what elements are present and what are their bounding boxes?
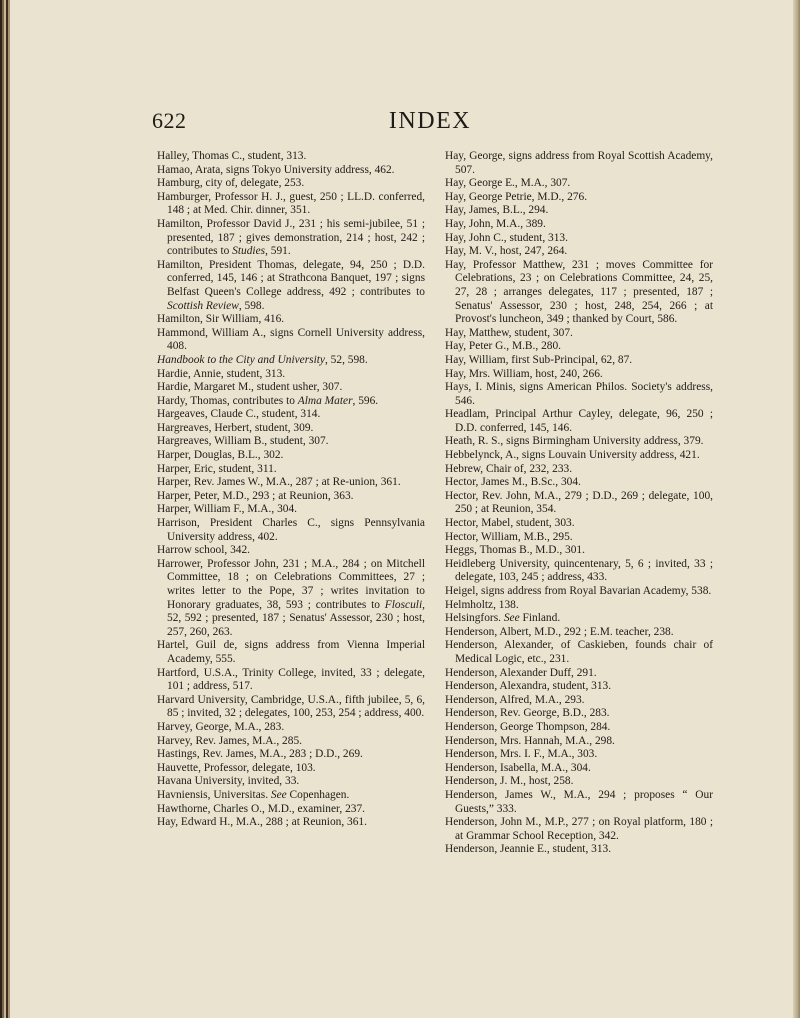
index-entry: Hargreaves, William B., student, 307. <box>157 435 329 448</box>
index-entry: Henderson, James W., M.A., 294 ; proposes “ Our Guests,” 333. <box>445 788 713 815</box>
index-entry: Handbook to the City and University, 52, 598. <box>157 353 368 366</box>
index-entry: Helsingfors. See Finland. <box>445 612 561 625</box>
page-header <box>152 108 708 134</box>
index-entry: Hay, John C., student, 313. <box>445 231 568 244</box>
index-entry: Harper, Peter, M.D., 293 ; at Reunion, 363. <box>157 489 354 502</box>
index-entry: Hartford, U.S.A., Trinity College, invited, 33 ; delegate, 101 ; address, 517. <box>157 666 425 693</box>
index-entry: Hay, Edward H., M.A., 288 ; at Reunion, 361. <box>157 816 367 829</box>
index-entry: Harvey, George, M.A., 283. <box>157 720 285 733</box>
index-entry: Henderson, John M., M.P., 277 ; on Royal platform, 180 ; at Grammar School Reception, 342. <box>445 816 713 842</box>
index-entry: Hastings, Rev. James, M.A., 283 ; D.D., 269. <box>157 748 363 761</box>
index-entry: Harper, William F., M.A., 304. <box>157 503 298 516</box>
index-entry: Henderson, Jeannie E., student, 313. <box>445 843 612 856</box>
index-entry: Henderson, Rev. George, B.D., 283. <box>445 707 610 720</box>
index-entry: Hawthorne, Charles O., M.D., examiner, 237. <box>157 802 366 815</box>
index-entry: Hay, M. V., host, 247, 264. <box>445 245 568 258</box>
index-entry: Henderson, Mrs. Hannah, M.A., 298. <box>445 734 615 747</box>
page-number: 622 <box>152 108 187 133</box>
index-entry: Hay, Peter G., M.B., 280. <box>445 340 562 353</box>
index-entry: Hamilton, President Thomas, delegate, 94, 250 ; D.D. conferred, 145, 146 ; at Strathcona Banquet, 197 ; signs Belfast Queen's College address, 492 ; contributes to Scottish Review, 598. <box>157 258 425 312</box>
index-entry: Hay, George E., M.A., 307. <box>445 177 571 190</box>
index-entry: Henderson, Albert, M.D., 292 ; E.M. teacher, 238. <box>445 625 674 638</box>
book-spine-edge <box>0 0 10 1018</box>
index-entry: Hector, Rev. John, M.A., 279 ; D.D., 269 ; delegate, 100, 250 ; at Reunion, 354. <box>445 489 713 516</box>
index-entry: Hamao, Arata, signs Tokyo University address, 462. <box>157 163 395 176</box>
index-entry: Hay, Mrs. William, host, 240, 266. <box>445 367 603 380</box>
index-entry: Hector, Mabel, student, 303. <box>445 517 575 530</box>
index-entry: Harrow school, 342. <box>157 544 251 557</box>
index-entry: Henderson, George Thompson, 284. <box>445 720 611 733</box>
index-entry: Havana University, invited, 33. <box>157 775 300 788</box>
index-entry: Henderson, J. M., host, 258. <box>445 775 574 788</box>
index-entry: Hay, Professor Matthew, 231 ; moves Committee for Celebrations, 23 ; on Celebrations Committee, 24, 25, 27, 28 ; arranges delegates, 117 ; presented, 187 ; Senatus' Assessor, 230 ; host, 248, 254, 266 ; at Provost's luncheon, 349 ; thanked by Court, 586. <box>445 258 713 326</box>
index-entry: Hammond, William A., signs Cornell University address, 408. <box>157 326 425 353</box>
index-entry: Hartel, Guil de, signs address from Vienna Imperial Academy, 555. <box>157 639 425 665</box>
index-entry: Hardie, Annie, student, 313. <box>157 367 286 380</box>
index-entry: Hamilton, Sir William, 416. <box>157 313 285 326</box>
index-entry: Hamburg, city of, delegate, 253. <box>157 177 305 190</box>
index-entry: Henderson, Alexander, of Caskieben, founds chair of Medical Logic, etc., 231. <box>445 639 713 665</box>
index-entry: Hardy, Thomas, contributes to Alma Mater, 596. <box>157 394 379 407</box>
index-entry: Heggs, Thomas B., M.D., 301. <box>445 544 585 557</box>
index-entry: Hay, William, first Sub-Principal, 62, 87. <box>445 353 633 366</box>
index-entry: Hebbelynck, A., signs Louvain University address, 421. <box>445 449 700 462</box>
index-entry: Havniensis, Universitas. See Copenhagen. <box>157 788 350 801</box>
index-entry: Hay, George Petrie, M.D., 276. <box>445 190 588 203</box>
index-column-left <box>157 150 425 830</box>
index-entry: Harvard University, Cambridge, U.S.A., fifth jubilee, 5, 6, 85 ; invited, 32 ; delegates, 100, 253, 254 ; address, 400. <box>157 693 425 720</box>
index-entry: Heigel, signs address from Royal Bavarian Academy, 538. <box>445 585 712 597</box>
index-entry: Hardie, Margaret M., student usher, 307. <box>157 381 343 394</box>
index-entry: Heath, R. S., signs Birmingham University address, 379. <box>445 435 704 448</box>
index-entry: Hauvette, Professor, delegate, 103. <box>157 761 316 774</box>
index-entry: Hamilton, Professor David J., 231 ; his semi-jubilee, 51 ; presented, 187 ; gives demonstration, 214 ; host, 242 ; contributes to Studies, 591. <box>157 217 425 258</box>
index-entry: Halley, Thomas C., student, 313. <box>157 150 307 162</box>
index-entry: Hay, James, B.L., 294. <box>445 204 549 217</box>
index-entry: Harper, Rev. James W., M.A., 287 ; at Re-union, 361. <box>157 476 401 489</box>
index-entry: Henderson, Alfred, M.A., 293. <box>445 693 585 706</box>
index-entry: Henderson, Isabella, M.A., 304. <box>445 761 591 774</box>
page-shadow-edge <box>793 0 800 1018</box>
index-entry: Hay, George, signs address from Royal Scottish Academy, 507. <box>445 150 713 176</box>
index-entry: Hays, I. Minis, signs American Philos. Society's address, 546. <box>445 381 713 407</box>
index-entry: Hay, Matthew, student, 307. <box>445 326 573 339</box>
index-entry: Hamburger, Professor H. J., guest, 250 ; LL.D. conferred, 148 ; at Med. Chir. dinner, 351. <box>157 190 425 217</box>
index-entry: Henderson, Mrs. I. F., M.A., 303. <box>445 748 598 761</box>
page-title: INDEX <box>388 108 472 134</box>
index-entry: Hargeaves, Claude C., student, 314. <box>157 408 321 421</box>
index-entry: Henderson, Alexandra, student, 313. <box>445 680 612 693</box>
index-entry: Harrison, President Charles C., signs Pennsylvania University address, 402. <box>157 517 425 543</box>
index-entry: Headlam, Principal Arthur Cayley, delegate, 96, 250 ; D.D. conferred, 145, 146. <box>445 408 713 434</box>
index-column-right <box>445 150 713 857</box>
index-entry: Helmholtz, 138. <box>445 598 519 611</box>
index-entry: Hector, William, M.B., 295. <box>445 530 573 543</box>
index-entry: Heidleberg University, quincentenary, 5, 6 ; invited, 33 ; delegate, 103, 245 ; address, 433. <box>445 557 713 584</box>
index-entry: Hay, John, M.A., 389. <box>445 217 546 230</box>
index-entry: Harvey, Rev. James, M.A., 285. <box>157 734 302 747</box>
index-entry: Harper, Douglas, B.L., 302. <box>157 449 284 462</box>
index-entry: Hargreaves, Herbert, student, 309. <box>157 421 314 434</box>
index-entry: Harper, Eric, student, 311. <box>157 462 277 475</box>
index-entry: Hebrew, Chair of, 232, 233. <box>445 462 573 475</box>
index-entry: Hector, James M., B.Sc., 304. <box>445 476 581 489</box>
index-entry: Harrower, Professor John, 231 ; M.A., 284 ; on Mitchell Committee, 18 ; on Celebrations Committees, 27 ; writes letter to the Pope, 37 ; writes invitation to Honorary graduates, 38, 593 ; contributes to Flosculi, 52, 592 ; presented, 187 ; Senatus' Assessor, 230 ; host, 257, 260, 263. <box>157 557 425 638</box>
index-entry: Henderson, Alexander Duff, 291. <box>445 666 597 679</box>
